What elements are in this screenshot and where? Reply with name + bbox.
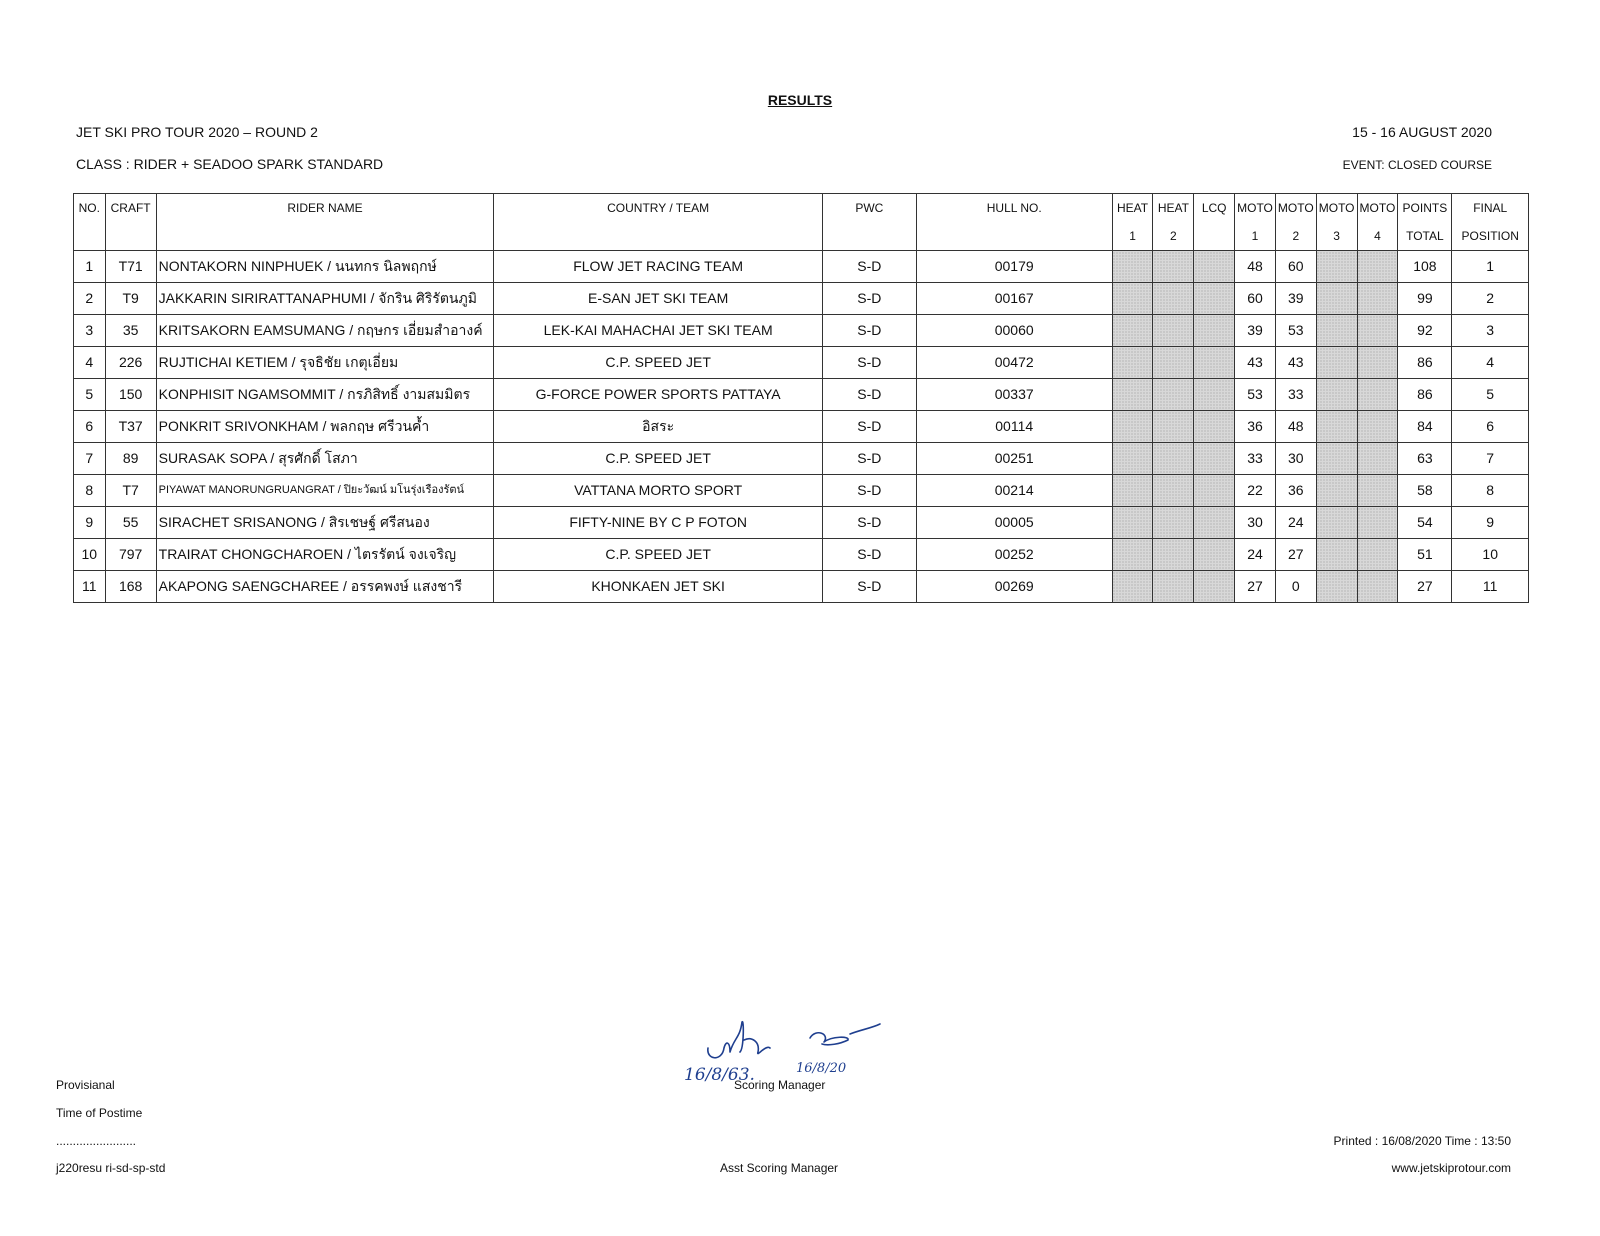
cell-no: 1 [74,251,106,283]
table-row [74,507,1529,539]
cell-moto2: 27 [1275,539,1316,571]
cell-empty-shaded [1153,443,1194,475]
cell-moto1: 53 [1235,379,1276,411]
cell-position: 7 [1452,443,1529,475]
event-type: EVENT: CLOSED COURSE [1342,158,1492,172]
cell-empty-shaded [1357,475,1398,507]
cell-total: 84 [1398,411,1452,443]
cell-rider: RUJTICHAI KETIEM / รุจธิชัย เกตุเอี่ยม [156,347,494,379]
cell-hull: 00214 [916,475,1112,507]
cell-moto1: 36 [1235,411,1276,443]
postime-dots: ........................ [56,1134,137,1148]
cell-empty-shaded [1153,539,1194,571]
cell-no: 5 [74,379,106,411]
cell-empty-shaded [1194,539,1235,571]
cell-rider: KRITSAKORN EAMSUMANG / กฤษกร เอี่ยมสำอางค์ [156,315,494,347]
column-header-line2: TOTAL [1406,229,1444,243]
cell-empty-shaded [1194,571,1235,603]
column-header [1153,194,1194,251]
cell-team: G-FORCE POWER SPORTS PATTAYA [494,379,823,411]
cell-craft: 55 [105,507,156,539]
cell-empty-shaded [1112,475,1153,507]
cell-moto1: 60 [1235,283,1276,315]
cell-no: 3 [74,315,106,347]
cell-empty-shaded [1153,411,1194,443]
cell-rider: PIYAWAT MANORUNGRUANGRAT / ปิยะวัฒน์ มโนรุ่งเรืองรัตน์ [156,475,494,507]
class-label: CLASS : RIDER + SEADOO SPARK STANDARD [76,156,384,172]
cell-team: LEK-KAI MAHACHAI JET SKI TEAM [494,315,823,347]
cell-empty-shaded [1153,571,1194,603]
cell-rider: TRAIRAT CHONGCHAROEN / ไตรรัตน์ จงเจริญ [156,539,494,571]
cell-empty-shaded [1316,347,1357,379]
cell-pwc: S-D [822,571,916,603]
column-header [156,194,494,251]
cell-pwc: S-D [822,315,916,347]
asst-scoring-manager-label: Asst Scoring Manager [720,1161,839,1175]
cell-position: 2 [1452,283,1529,315]
cell-empty-shaded [1316,283,1357,315]
cell-no: 9 [74,507,106,539]
cell-craft: 168 [105,571,156,603]
cell-rider: SIRACHET SRISANONG / สิรเชษฐ์ ศรีสนอง [156,507,494,539]
cell-craft: T71 [105,251,156,283]
cell-empty-shaded [1153,283,1194,315]
cell-craft: 797 [105,539,156,571]
cell-team: VATTANA MORTO SPORT [494,475,823,507]
cell-pwc: S-D [822,379,916,411]
column-header [916,194,1112,251]
cell-empty-shaded [1357,283,1398,315]
printed-timestamp: Printed : 16/08/2020 Time : 13:50 [1333,1134,1511,1148]
cell-no: 6 [74,411,106,443]
cell-position: 10 [1452,539,1529,571]
cell-team: C.P. SPEED JET [494,347,823,379]
cell-empty-shaded [1112,347,1153,379]
cell-craft: T37 [105,411,156,443]
column-header-line1: PWC [855,201,884,215]
cell-empty-shaded [1194,507,1235,539]
column-header-line1: COUNTRY / TEAM [607,201,710,215]
cell-moto2: 60 [1275,251,1316,283]
cell-hull: 00114 [916,411,1112,443]
cell-pwc: S-D [822,411,916,443]
cell-total: 51 [1398,539,1452,571]
results-table [73,193,1529,603]
cell-moto1: 22 [1235,475,1276,507]
cell-empty-shaded [1194,347,1235,379]
cell-empty-shaded [1357,347,1398,379]
cell-empty-shaded [1357,443,1398,475]
column-header-line1: FINAL [1473,201,1508,215]
cell-total: 54 [1398,507,1452,539]
cell-empty-shaded [1316,443,1357,475]
cell-team: อิสระ [494,411,823,443]
cell-rider: PONKRIT SRIVONKHAM / พลกฤษ ศรีวนค้ำ [156,411,494,443]
column-header [105,194,156,251]
column-header-line2: 4 [1374,229,1381,243]
cell-empty-shaded [1316,411,1357,443]
table-row [74,315,1529,347]
table-row [74,539,1529,571]
column-header-line2: 1 [1129,229,1136,243]
column-header-line2: 1 [1251,229,1259,243]
cell-moto2: 24 [1275,507,1316,539]
cell-empty-shaded [1357,379,1398,411]
file-code: j220resu ri-sd-sp-std [56,1161,166,1175]
column-header-line1: HEAT [1117,201,1149,215]
column-header-line1: CRAFT [110,201,151,215]
column-header [1452,194,1529,251]
cell-empty-shaded [1153,475,1194,507]
cell-moto2: 30 [1275,443,1316,475]
cell-team: C.P. SPEED JET [494,443,823,475]
cell-position: 8 [1452,475,1529,507]
cell-moto1: 24 [1235,539,1276,571]
cell-empty-shaded [1112,507,1153,539]
cell-craft: T7 [105,475,156,507]
signature-date-1: 16/8/63. [684,1065,755,1085]
cell-empty-shaded [1153,315,1194,347]
cell-moto2: 43 [1275,347,1316,379]
signature-date-2: 16/8/20 [796,1061,847,1076]
column-header-line2: 2 [1292,229,1300,243]
column-header-line2: 3 [1333,229,1340,243]
column-header-line1: MOTO [1277,201,1314,215]
cell-rider: JAKKARIN SIRIRATTANAPHUMI / จักริน ศิริรัตนภูมิ [156,283,494,315]
cell-empty-shaded [1357,507,1398,539]
cell-empty-shaded [1112,251,1153,283]
cell-moto1: 39 [1235,315,1276,347]
cell-pwc: S-D [822,539,916,571]
cell-hull: 00005 [916,507,1112,539]
table-row [74,571,1529,603]
table-row [74,251,1529,283]
cell-moto2: 33 [1275,379,1316,411]
page-title: RESULTS [767,92,833,108]
cell-moto1: 33 [1235,443,1276,475]
cell-empty-shaded [1194,411,1235,443]
column-header [1112,194,1153,251]
table-row [74,379,1529,411]
column-header-line1: HEAT [1157,201,1189,215]
cell-empty-shaded [1316,251,1357,283]
column-header-line1: HULL NO. [986,201,1042,215]
cell-team: C.P. SPEED JET [494,539,823,571]
cell-craft: T9 [105,283,156,315]
cell-empty-shaded [1357,315,1398,347]
cell-empty-shaded [1112,315,1153,347]
cell-empty-shaded [1357,251,1398,283]
cell-moto2: 0 [1275,571,1316,603]
cell-total: 99 [1398,283,1452,315]
column-header-line1: NO. [78,201,100,215]
cell-rider: AKAPONG SAENGCHAREE / อรรคพงษ์ แสงชารี [156,571,494,603]
column-header [1235,194,1276,251]
cell-position: 1 [1452,251,1529,283]
column-header [1357,194,1398,251]
cell-empty-shaded [1316,379,1357,411]
cell-empty-shaded [1316,315,1357,347]
cell-empty-shaded [1194,475,1235,507]
signature-strokes [708,1022,880,1058]
column-header-line1: LCQ [1201,201,1227,215]
cell-team: FIFTY-NINE BY C P FOTON [494,507,823,539]
scoring-manager-label: Scoring Manager [734,1078,826,1092]
cell-empty-shaded [1316,475,1357,507]
table-row [74,443,1529,475]
cell-moto1: 30 [1235,507,1276,539]
cell-hull: 00337 [916,379,1112,411]
cell-rider: SURASAK SOPA / สุรศักดิ์ โสภา [156,443,494,475]
cell-total: 92 [1398,315,1452,347]
cell-no: 4 [74,347,106,379]
cell-total: 27 [1398,571,1452,603]
cell-hull: 00167 [916,283,1112,315]
table-row [74,347,1529,379]
cell-position: 9 [1452,507,1529,539]
cell-empty-shaded [1316,507,1357,539]
cell-empty-shaded [1112,443,1153,475]
time-of-postime-label: Time of Postime [56,1106,143,1120]
column-header [1316,194,1357,251]
cell-moto1: 48 [1235,251,1276,283]
column-header-line1: MOTO [1318,201,1355,215]
column-header [74,194,106,251]
cell-empty-shaded [1357,539,1398,571]
cell-empty-shaded [1112,411,1153,443]
cell-empty-shaded [1153,379,1194,411]
column-header-line1: MOTO [1237,201,1273,215]
cell-empty-shaded [1194,251,1235,283]
cell-empty-shaded [1316,571,1357,603]
column-header-line1: RIDER NAME [287,201,363,215]
cell-craft: 150 [105,379,156,411]
cell-hull: 00179 [916,251,1112,283]
cell-team: FLOW JET RACING TEAM [494,251,823,283]
cell-moto1: 27 [1235,571,1276,603]
cell-team: E-SAN JET SKI TEAM [494,283,823,315]
cell-empty-shaded [1194,283,1235,315]
cell-no: 2 [74,283,106,315]
cell-moto2: 53 [1275,315,1316,347]
cell-position: 6 [1452,411,1529,443]
cell-moto2: 48 [1275,411,1316,443]
cell-pwc: S-D [822,507,916,539]
cell-empty-shaded [1153,347,1194,379]
cell-total: 58 [1398,475,1452,507]
cell-pwc: S-D [822,251,916,283]
column-header [494,194,823,251]
cell-pwc: S-D [822,347,916,379]
event-dates: 15 - 16 AUGUST 2020 [1352,124,1492,140]
cell-empty-shaded [1112,571,1153,603]
cell-no: 10 [74,539,106,571]
cell-craft: 226 [105,347,156,379]
table-header-row [74,194,1529,251]
table-row [74,475,1529,507]
table-row [74,411,1529,443]
cell-moto2: 39 [1275,283,1316,315]
cell-craft: 89 [105,443,156,475]
cell-craft: 35 [105,315,156,347]
cell-total: 63 [1398,443,1452,475]
cell-empty-shaded [1194,379,1235,411]
column-header-line1: POINTS [1402,201,1448,215]
cell-empty-shaded [1357,411,1398,443]
cell-hull: 00269 [916,571,1112,603]
cell-pwc: S-D [822,475,916,507]
table-row [74,283,1529,315]
column-header [1398,194,1452,251]
cell-pwc: S-D [822,443,916,475]
cell-hull: 00251 [916,443,1112,475]
website-link[interactable]: www.jetskiprotour.com [1391,1161,1511,1175]
cell-empty-shaded [1153,507,1194,539]
cell-empty-shaded [1112,283,1153,315]
cell-empty-shaded [1112,539,1153,571]
column-header [1194,194,1235,251]
table-body [74,251,1529,603]
cell-no: 7 [74,443,106,475]
cell-team: KHONKAEN JET SKI [494,571,823,603]
cell-position: 3 [1452,315,1529,347]
cell-hull: 00252 [916,539,1112,571]
cell-rider: KONPHISIT NGAMSOMMIT / กรภิสิทธิ์ งามสมมิตร [156,379,494,411]
cell-empty-shaded [1194,315,1235,347]
column-header-line1: MOTO [1359,201,1396,215]
cell-position: 5 [1452,379,1529,411]
column-header [1275,194,1316,251]
cell-total: 108 [1398,251,1452,283]
cell-empty-shaded [1357,571,1398,603]
cell-rider: NONTAKORN NINPHUEK / นนทกร นิลพฤกษ์ [156,251,494,283]
column-header-line2: POSITION [1461,229,1519,243]
column-header [822,194,916,251]
cell-moto1: 43 [1235,347,1276,379]
cell-total: 86 [1398,347,1452,379]
cell-position: 4 [1452,347,1529,379]
provisional-label: Provisianal [56,1078,115,1092]
cell-empty-shaded [1316,539,1357,571]
cell-hull: 00472 [916,347,1112,379]
column-header-line2: 2 [1170,229,1177,243]
cell-empty-shaded [1153,251,1194,283]
cell-total: 86 [1398,379,1452,411]
cell-empty-shaded [1194,443,1235,475]
cell-position: 11 [1452,571,1529,603]
cell-moto2: 36 [1275,475,1316,507]
cell-no: 11 [74,571,106,603]
cell-empty-shaded [1112,379,1153,411]
cell-pwc: S-D [822,283,916,315]
event-name: JET SKI PRO TOUR 2020 – ROUND 2 [76,124,318,140]
cell-no: 8 [74,475,106,507]
cell-hull: 00060 [916,315,1112,347]
